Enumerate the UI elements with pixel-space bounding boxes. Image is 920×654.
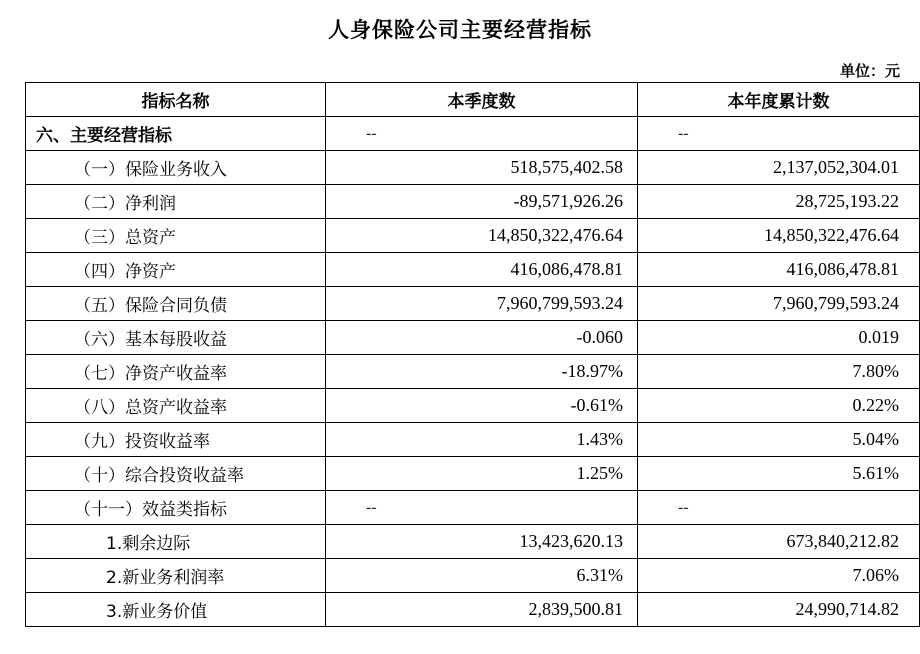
row-quarter-value: 13,423,620.13: [326, 525, 638, 559]
row-ytd-value: 7,960,799,593.24: [638, 287, 920, 321]
row-name: （二）净利润: [26, 185, 326, 219]
row-quarter-value: 1.43%: [326, 423, 638, 457]
row-name: 六、主要经营指标: [26, 117, 326, 151]
document-title: 人身保险公司主要经营指标: [328, 18, 592, 42]
table-row: [26, 423, 920, 457]
indicator-table: [25, 82, 920, 627]
row-name: （八）总资产收益率: [26, 389, 326, 423]
table-row: [26, 253, 920, 287]
row-quarter-value: 6.31%: [326, 559, 638, 593]
table-row: [26, 185, 920, 219]
row-ytd-value: 28,725,193.22: [638, 185, 920, 219]
table-row: [26, 491, 920, 525]
row-quarter-value: 416,086,478.81: [326, 253, 638, 287]
row-name: 1.剩余边际: [26, 525, 326, 559]
row-ytd-value: 0.22%: [638, 389, 920, 423]
row-quarter-value: -0.060: [326, 321, 638, 355]
row-quarter-value: -18.97%: [326, 355, 638, 389]
row-ytd-value: 24,990,714.82: [638, 593, 920, 627]
table-header-row: [26, 83, 920, 117]
header-ytd: 本年度累计数: [638, 83, 920, 117]
header-indicator-name: 指标名称: [26, 83, 326, 117]
row-name: （四）净资产: [26, 253, 326, 287]
row-ytd-value: 2,137,052,304.01: [638, 151, 920, 185]
table-row: [26, 355, 920, 389]
row-name: （十一）效益类指标: [26, 491, 326, 525]
table-row: [26, 593, 920, 627]
row-name: 3.新业务价值: [26, 593, 326, 627]
row-name: （三）总资产: [26, 219, 326, 253]
row-ytd-value: 7.06%: [638, 559, 920, 593]
table-row: [26, 151, 920, 185]
table-row: [26, 389, 920, 423]
row-ytd-value: 673,840,212.82: [638, 525, 920, 559]
header-quarter: 本季度数: [326, 83, 638, 117]
table-row: [26, 457, 920, 491]
row-quarter-value: -89,571,926.26: [326, 185, 638, 219]
row-name: （一）保险业务收入: [26, 151, 326, 185]
row-ytd-value: 7.80%: [638, 355, 920, 389]
row-ytd-value: 416,086,478.81: [638, 253, 920, 287]
row-name: （六）基本每股收益: [26, 321, 326, 355]
row-name: 2.新业务利润率: [26, 559, 326, 593]
row-ytd-value: 0.019: [638, 321, 920, 355]
unit-label: 单位：元: [839, 62, 900, 80]
row-name: （九）投资收益率: [26, 423, 326, 457]
table-row: [26, 117, 920, 151]
row-quarter-value: 14,850,322,476.64: [326, 219, 638, 253]
table-row: [26, 559, 920, 593]
table-row: [26, 525, 920, 559]
row-name: （十）综合投资收益率: [26, 457, 326, 491]
row-quarter-value: 518,575,402.58: [326, 151, 638, 185]
table-row: [26, 219, 920, 253]
row-quarter-value: --: [326, 117, 638, 151]
row-ytd-value: 14,850,322,476.64: [638, 219, 920, 253]
row-quarter-value: 1.25%: [326, 457, 638, 491]
row-quarter-value: -0.61%: [326, 389, 638, 423]
row-ytd-value: --: [638, 491, 920, 525]
row-ytd-value: 5.04%: [638, 423, 920, 457]
row-ytd-value: 5.61%: [638, 457, 920, 491]
row-quarter-value: 2,839,500.81: [326, 593, 638, 627]
row-name: （五）保险合同负债: [26, 287, 326, 321]
row-quarter-value: --: [326, 491, 638, 525]
row-ytd-value: --: [638, 117, 920, 151]
row-quarter-value: 7,960,799,593.24: [326, 287, 638, 321]
row-name: （七）净资产收益率: [26, 355, 326, 389]
table-row: [26, 321, 920, 355]
table-row: [26, 287, 920, 321]
